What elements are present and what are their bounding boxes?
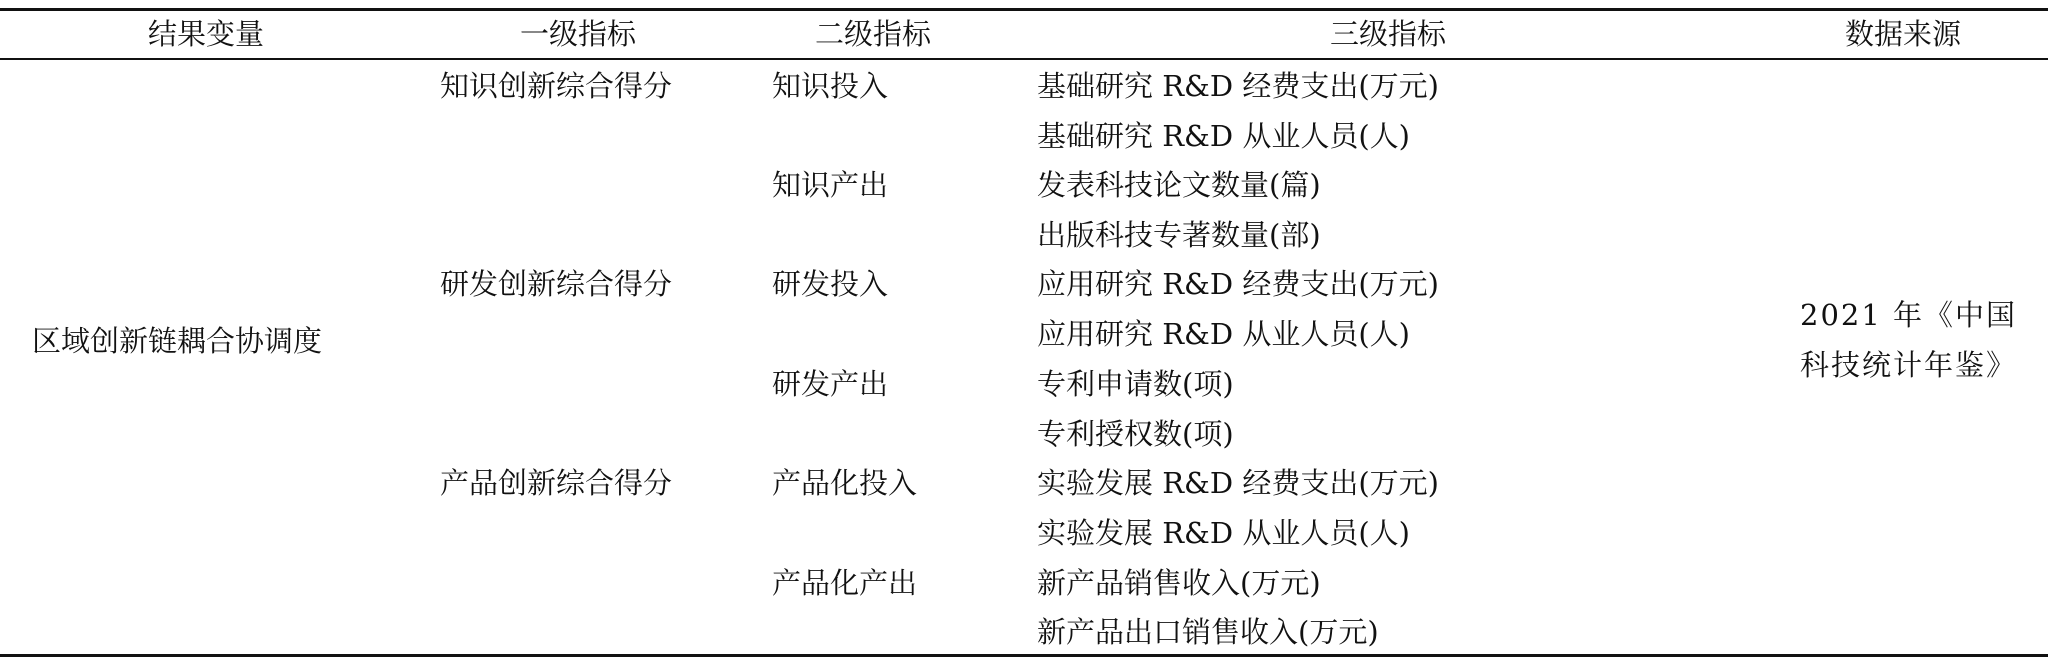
level2-productization-input: 产品化投入: [772, 466, 918, 500]
level3-indicator-11: 新产品销售收入(万元): [1037, 566, 1321, 600]
header-level2-indicator: 二级指标: [815, 17, 932, 51]
outcome-variable-cell: 区域创新链耦合协调度: [32, 324, 323, 358]
level3-indicator-1: 基础研究 R&D 经费支出(万元): [1037, 69, 1439, 103]
header-outcome-variable: 结果变量: [148, 17, 265, 51]
level3-indicator-7: 专利申请数(项): [1037, 367, 1234, 401]
level2-rd-input: 研发投入: [772, 267, 889, 301]
level2-knowledge-input: 知识投入: [772, 69, 889, 103]
level1-product-innovation: 产品创新综合得分: [440, 466, 673, 500]
header-data-source: 数据来源: [1845, 17, 1962, 51]
level3-indicator-6: 应用研究 R&D 从业人员(人): [1037, 317, 1410, 351]
level3-indicator-10: 实验发展 R&D 从业人员(人): [1037, 516, 1410, 550]
level3-indicator-3: 发表科技论文数量(篇): [1037, 168, 1321, 202]
table-bottom-rule: [0, 654, 2048, 657]
level1-knowledge-innovation: 知识创新综合得分: [440, 69, 673, 103]
header-level1-indicator: 一级指标: [520, 17, 637, 51]
table-header-rule: [0, 58, 2048, 60]
table-top-rule: [0, 8, 2048, 11]
level1-rd-innovation: 研发创新综合得分: [440, 267, 673, 301]
level2-rd-output: 研发产出: [772, 367, 889, 401]
header-level3-indicator: 三级指标: [1330, 17, 1447, 51]
data-source-cell: 2021 年《中国科技统计年鉴》: [1800, 298, 2018, 382]
level3-indicator-12: 新产品出口销售收入(万元): [1037, 615, 1379, 649]
level3-indicator-2: 基础研究 R&D 从业人员(人): [1037, 119, 1410, 153]
level3-indicator-5: 应用研究 R&D 经费支出(万元): [1037, 267, 1439, 301]
level3-indicator-9: 实验发展 R&D 经费支出(万元): [1037, 466, 1439, 500]
level3-indicator-8: 专利授权数(项): [1037, 417, 1234, 451]
level2-productization-output: 产品化产出: [772, 566, 918, 600]
level3-indicator-4: 出版科技专著数量(部): [1037, 218, 1321, 252]
level2-knowledge-output: 知识产出: [772, 168, 889, 202]
